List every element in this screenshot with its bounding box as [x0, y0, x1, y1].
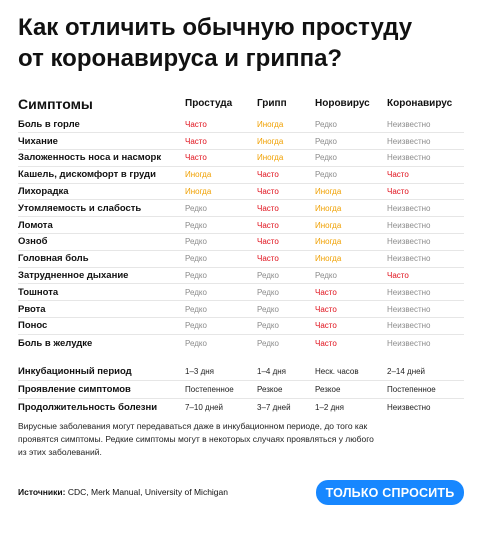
table-row — [18, 334, 464, 351]
table-row — [18, 250, 464, 267]
table-row — [18, 133, 464, 150]
frequency-cell: Редко — [257, 338, 279, 348]
table-header-row — [18, 91, 464, 116]
frequency-cell: Редко — [185, 200, 257, 217]
symptom-name: Понос — [18, 318, 185, 335]
frequency-cell: Неизвестно — [387, 234, 464, 251]
frequency-cell: Иногда — [315, 217, 387, 234]
symptom-name: Чихание — [18, 133, 185, 150]
frequency-cell: Редко — [185, 338, 207, 348]
frequency-cell: Неизвестно — [387, 301, 464, 318]
frequency-cell: Редко — [315, 166, 387, 183]
info-cell: Постепенное — [387, 381, 464, 399]
disease-info-table — [18, 363, 464, 416]
symptoms-table-body — [18, 116, 464, 351]
title-line-1: Как отличить обычную простуду — [18, 14, 413, 41]
table-row — [18, 363, 464, 381]
symptom-name: Озноб — [18, 234, 185, 251]
frequency-cell: Иногда — [257, 116, 315, 133]
frequency-cell: Редко — [315, 116, 387, 133]
frequency-cell: Редко — [185, 267, 257, 284]
symptom-name: Кашель, дискомфорт в груди — [18, 166, 185, 183]
header-coronavirus: Коронавирус — [387, 98, 453, 109]
symptoms-table — [18, 91, 464, 351]
frequency-cell: Часто — [185, 133, 257, 150]
info-cell: 1–4 дня — [257, 363, 315, 381]
frequency-cell: Иногда — [315, 183, 387, 200]
table-row — [18, 284, 464, 301]
frequency-cell: Часто — [315, 318, 387, 335]
symptom-name: Ломота — [18, 217, 185, 234]
frequency-cell: Неизвестно — [387, 338, 431, 348]
frequency-cell: Неизвестно — [387, 116, 464, 133]
info-cell: 1–2 дня — [315, 402, 344, 412]
brand-badge: ТОЛЬКО СПРОСИТЬ — [316, 480, 464, 505]
disease-info-body — [18, 363, 464, 416]
frequency-cell: Редко — [185, 284, 257, 301]
frequency-cell: Неизвестно — [387, 150, 464, 167]
info-cell: 7–10 дней — [185, 402, 224, 412]
table-row — [18, 200, 464, 217]
frequency-cell: Иногда — [185, 183, 257, 200]
table-row — [18, 116, 464, 133]
frequency-cell: Часто — [315, 301, 387, 318]
sources-label: Источники: — [18, 487, 66, 497]
frequency-cell: Редко — [257, 267, 315, 284]
info-cell: Резкое — [257, 381, 315, 399]
frequency-cell: Часто — [185, 116, 257, 133]
frequency-cell: Часто — [315, 284, 387, 301]
symptom-name: Боль в желудке — [18, 337, 93, 349]
frequency-cell: Редко — [185, 301, 257, 318]
symptom-name: Боль в горле — [18, 116, 185, 133]
frequency-cell: Редко — [185, 250, 257, 267]
table-row — [18, 217, 464, 234]
info-cell: 2–14 дней — [387, 363, 464, 381]
frequency-cell: Часто — [257, 183, 315, 200]
sources — [18, 487, 228, 497]
header-symptoms: Симптомы — [18, 95, 93, 112]
frequency-cell: Неизвестно — [387, 133, 464, 150]
table-row — [18, 234, 464, 251]
info-cell: Постепенное — [185, 381, 257, 399]
page-title — [18, 12, 468, 74]
frequency-cell: Часто — [257, 217, 315, 234]
frequency-cell: Иногда — [315, 234, 387, 251]
header-norovirus: Норовирус — [315, 98, 370, 109]
frequency-cell: Редко — [257, 284, 315, 301]
frequency-cell: Неизвестно — [387, 200, 464, 217]
frequency-cell: Часто — [257, 234, 315, 251]
symptom-name: Заложенность носа и насморк — [18, 150, 185, 167]
table-row — [18, 381, 464, 399]
frequency-cell: Неизвестно — [387, 250, 464, 267]
symptom-name: Рвота — [18, 301, 185, 318]
info-cell: Неизвестно — [387, 402, 431, 412]
frequency-cell: Неизвестно — [387, 284, 464, 301]
table-row — [18, 150, 464, 167]
table-row — [18, 318, 464, 335]
frequency-cell: Иногда — [185, 166, 257, 183]
symptom-name: Тошнота — [18, 284, 185, 301]
frequency-cell: Часто — [185, 150, 257, 167]
info-name: Продолжительность болезни — [18, 401, 158, 413]
table-row — [18, 398, 464, 416]
title-line-2: от коронавируса и гриппа? — [18, 45, 343, 72]
table-row — [18, 301, 464, 318]
frequency-cell: Часто — [387, 267, 464, 284]
symptom-name: Утомляемость и слабость — [18, 200, 185, 217]
table-row — [18, 183, 464, 200]
frequency-cell: Часто — [257, 200, 315, 217]
frequency-cell: Редко — [315, 150, 387, 167]
frequency-cell: Иногда — [315, 200, 387, 217]
frequency-cell: Иногда — [257, 150, 315, 167]
frequency-cell: Редко — [315, 267, 387, 284]
frequency-cell: Редко — [257, 301, 315, 318]
footnote: Вирусные заболевания могут передаваться даже в инкубационном периоде, до того как проявятся симптомы. Редкие симптомы могут в некоторых случаях проявляться у любого из этих заболеваний. — [18, 421, 374, 457]
frequency-cell: Редко — [185, 234, 257, 251]
header-cold: Простуда — [185, 98, 233, 109]
table-row — [18, 166, 464, 183]
frequency-cell: Редко — [315, 133, 387, 150]
frequency-cell: Часто — [257, 166, 315, 183]
frequency-cell: Часто — [257, 250, 315, 267]
symptom-name: Головная боль — [18, 250, 185, 267]
symptom-name: Затрудненное дыхание — [18, 267, 185, 284]
header-flu: Грипп — [257, 98, 287, 109]
info-cell: Резкое — [315, 381, 387, 399]
frequency-cell: Редко — [185, 318, 257, 335]
frequency-cell: Иногда — [315, 250, 387, 267]
frequency-cell: Неизвестно — [387, 217, 464, 234]
frequency-cell: Часто — [387, 166, 464, 183]
sources-text: CDC, Merk Manual, University of Michigan — [67, 487, 228, 497]
symptom-name: Лихорадка — [18, 183, 185, 200]
table-row — [18, 267, 464, 284]
info-cell: 3–7 дней — [257, 402, 291, 412]
frequency-cell: Редко — [185, 217, 257, 234]
info-name: Проявление симптомов — [18, 381, 185, 399]
frequency-cell: Часто — [387, 183, 464, 200]
info-cell: 1–3 дня — [185, 363, 257, 381]
frequency-cell: Редко — [257, 318, 315, 335]
info-name: Инкубационный период — [18, 363, 185, 381]
info-cell: Неск. часов — [315, 363, 387, 381]
frequency-cell: Неизвестно — [387, 318, 464, 335]
frequency-cell: Иногда — [257, 133, 315, 150]
frequency-cell: Часто — [315, 338, 337, 348]
